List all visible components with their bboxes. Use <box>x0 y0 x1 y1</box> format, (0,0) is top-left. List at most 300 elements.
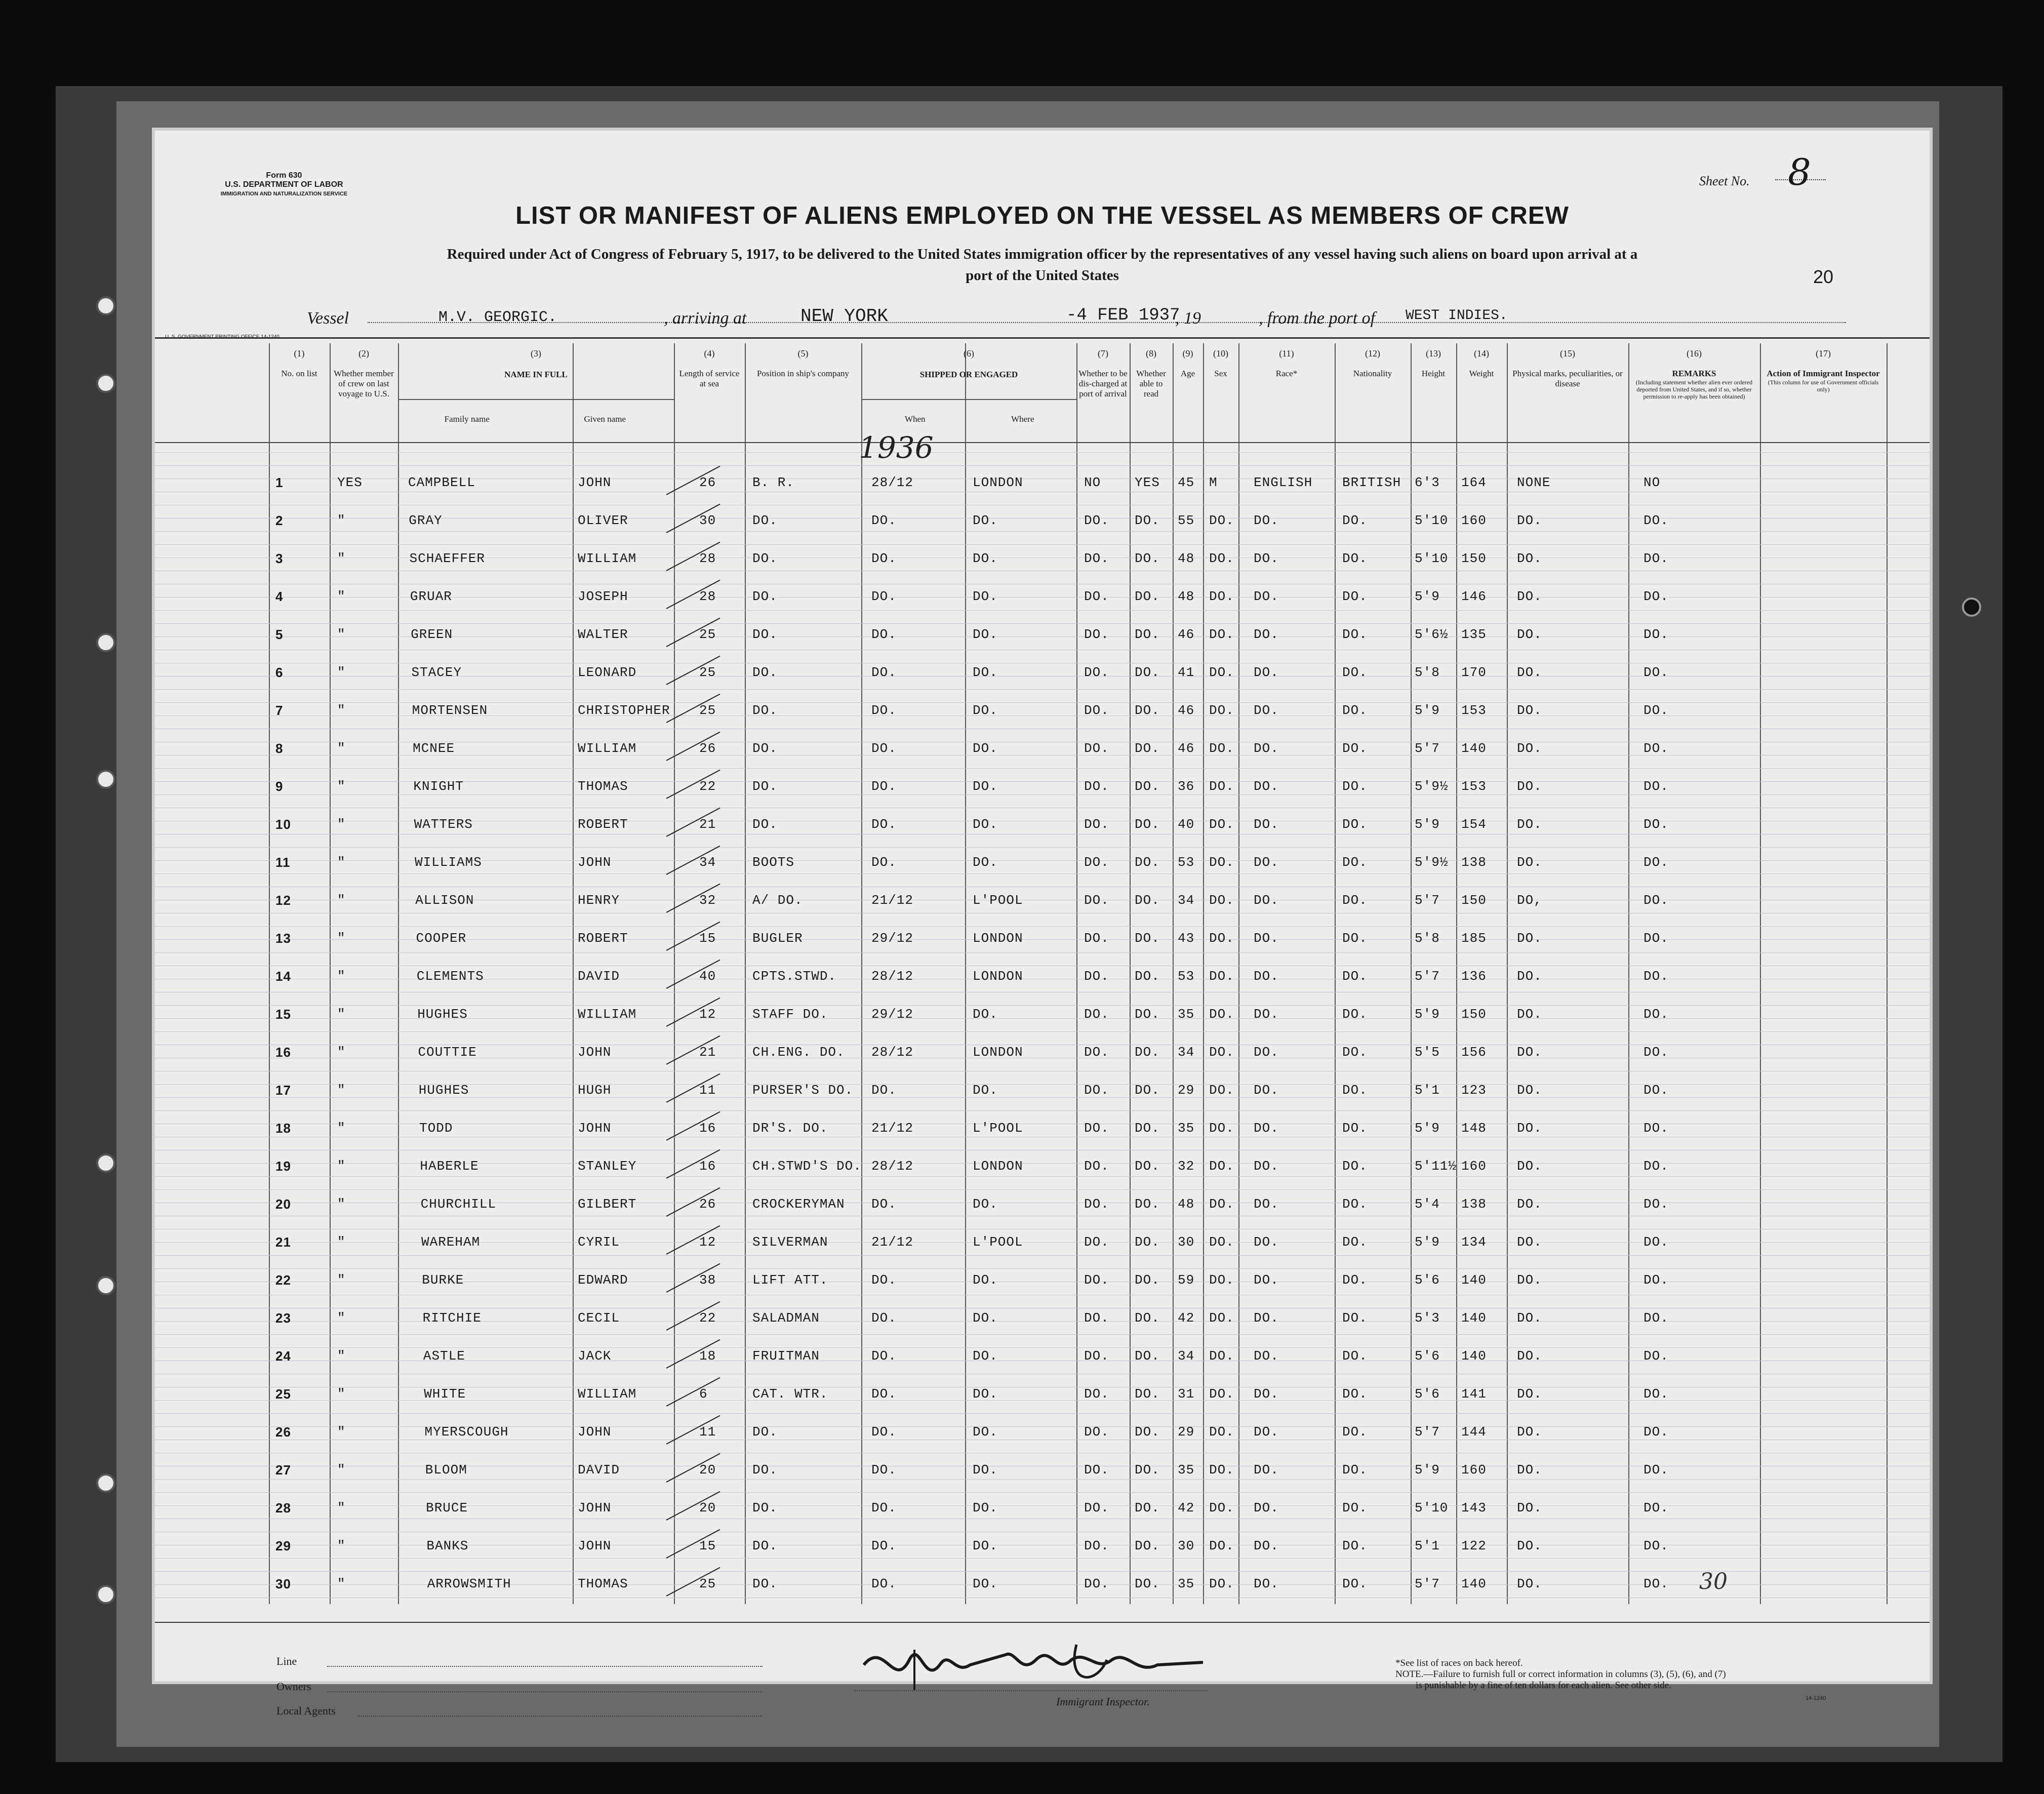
weight: 144 <box>1461 1424 1487 1440</box>
age: 42 <box>1178 1500 1195 1516</box>
row-number: 22 <box>275 1272 291 1288</box>
shipped-where: DO. <box>973 1462 998 1478</box>
binder-hole <box>96 1473 115 1493</box>
shipped-where: LONDON <box>973 931 1023 946</box>
discharged: DO. <box>1084 1234 1109 1250</box>
physical-marks: DO. <box>1517 855 1542 870</box>
sex: DO. <box>1209 513 1234 528</box>
position: CH.STWD'S DO. <box>752 1159 862 1174</box>
binder-hole <box>1962 597 1981 617</box>
crew-last-voyage: " <box>337 1348 346 1364</box>
shipped-when: DO. <box>871 817 897 832</box>
able-to-read: DO. <box>1135 1045 1160 1060</box>
form-code: 14-1240 <box>1806 1695 1826 1701</box>
table-row <box>155 1343 1930 1381</box>
age: 40 <box>1178 817 1195 832</box>
race: DO. <box>1254 1386 1279 1402</box>
position: DO. <box>752 665 778 680</box>
able-to-read: DO. <box>1135 1234 1160 1250</box>
row-number: 30 <box>275 1576 291 1591</box>
sex: DO. <box>1209 1083 1234 1098</box>
nationality: DO. <box>1342 1538 1368 1553</box>
able-to-read: DO. <box>1135 551 1160 566</box>
sex: DO. <box>1209 1386 1234 1402</box>
table-row <box>155 1571 1930 1609</box>
column-subheader: Given name <box>584 414 626 424</box>
sex: DO. <box>1209 1462 1234 1478</box>
handwritten-year: 1936 <box>859 430 934 465</box>
row-number: 11 <box>275 855 291 870</box>
shipped-when: DO. <box>871 1386 897 1402</box>
family-name: MORTENSEN <box>412 703 488 718</box>
sex: DO. <box>1209 627 1234 642</box>
shipped-when: 29/12 <box>871 931 914 946</box>
position: CH.ENG. DO. <box>752 1045 845 1060</box>
position: SALADMAN <box>752 1310 820 1326</box>
shipped-when: DO. <box>871 589 897 604</box>
given-name: CECIL <box>578 1310 620 1326</box>
crew-last-voyage: " <box>337 1083 346 1098</box>
vessel-name: M.V. GEORGIC. <box>438 309 557 326</box>
table-row <box>155 1495 1930 1533</box>
weight: 170 <box>1461 665 1487 680</box>
column-header: REMARKS (Including statement whether alien ever ordered deported from United States, and if so, whether permission to re-apply has been obtained) <box>1635 369 1753 400</box>
shipped-when: DO. <box>871 1462 897 1478</box>
position: A/ DO. <box>752 893 803 908</box>
remarks: DO. <box>1644 1538 1669 1553</box>
nationality: DO. <box>1342 589 1368 604</box>
given-name: JOHN <box>578 1500 612 1516</box>
position: DO. <box>752 627 778 642</box>
nationality: DO. <box>1342 703 1368 718</box>
discharged: NO <box>1084 475 1101 490</box>
height: 5'9 <box>1415 589 1440 604</box>
shipped-where: DO. <box>973 817 998 832</box>
family-name: WAREHAM <box>421 1234 480 1250</box>
race: DO. <box>1254 589 1279 604</box>
race: DO. <box>1254 1424 1279 1440</box>
position: DO. <box>752 1462 778 1478</box>
age: 46 <box>1178 703 1195 718</box>
shipped-when: DO. <box>871 703 897 718</box>
sex: DO. <box>1209 1007 1234 1022</box>
family-name: GRAY <box>409 513 443 528</box>
sex: DO. <box>1209 665 1234 680</box>
given-name: JOHN <box>578 475 612 490</box>
binder-hole <box>96 296 115 315</box>
family-name: CHURCHILL <box>420 1197 497 1212</box>
family-name: STACEY <box>411 665 462 680</box>
height: 5'7 <box>1415 969 1440 984</box>
column-number: (9) <box>1182 348 1193 358</box>
discharged: DO. <box>1084 513 1109 528</box>
remarks: DO. <box>1644 589 1669 604</box>
sex: M <box>1209 475 1218 490</box>
physical-marks: DO. <box>1517 1159 1542 1174</box>
given-name: CHRISTOPHER <box>578 703 670 718</box>
remarks: DO. <box>1644 779 1669 794</box>
weight: 156 <box>1461 1045 1487 1060</box>
nationality: DO. <box>1342 1310 1368 1326</box>
physical-marks: DO. <box>1517 779 1542 794</box>
sex: DO. <box>1209 703 1234 718</box>
given-name: JOHN <box>578 1121 612 1136</box>
sex: DO. <box>1209 1310 1234 1326</box>
family-name: RITCHIE <box>422 1310 482 1326</box>
crew-last-voyage: " <box>337 665 346 680</box>
shipped-when: 21/12 <box>871 1234 914 1250</box>
binder-hole <box>96 1276 115 1295</box>
family-name: MYERSCOUGH <box>424 1424 509 1440</box>
shipped-where: DO. <box>973 1083 998 1098</box>
weight: 153 <box>1461 779 1487 794</box>
remarks: DO. <box>1644 1424 1669 1440</box>
manifest-sheet <box>155 131 1930 1717</box>
age: 29 <box>1178 1083 1195 1098</box>
family-name: COUTTIE <box>418 1045 477 1060</box>
able-to-read: DO. <box>1135 1310 1160 1326</box>
position: CAT. WTR. <box>752 1386 828 1402</box>
shipped-when: DO. <box>871 1576 897 1591</box>
given-name: WILLIAM <box>578 1007 637 1022</box>
crew-last-voyage: " <box>337 703 346 718</box>
nationality: DO. <box>1342 1045 1368 1060</box>
row-number: 13 <box>275 931 291 946</box>
position: BOOTS <box>752 855 795 870</box>
height: 5'9½ <box>1415 855 1449 870</box>
table-row <box>155 584 1930 622</box>
shipped-when: DO. <box>871 855 897 870</box>
shipped-where: L'POOL <box>973 1234 1023 1250</box>
length-of-service: 40 <box>699 969 716 984</box>
discharged: DO. <box>1084 741 1109 756</box>
able-to-read: DO. <box>1135 969 1160 984</box>
shipped-where: DO. <box>973 1500 998 1516</box>
race: ENGLISH <box>1254 475 1313 490</box>
weight: 138 <box>1461 855 1487 870</box>
given-name: JOHN <box>578 1538 612 1553</box>
remarks: DO. <box>1644 1348 1669 1364</box>
race: DO. <box>1254 1462 1279 1478</box>
column-number: (13) <box>1426 348 1441 358</box>
physical-marks: DO. <box>1517 513 1542 528</box>
crew-last-voyage: " <box>337 1121 346 1136</box>
nationality: DO. <box>1342 1576 1368 1591</box>
height: 5'10 <box>1415 551 1449 566</box>
able-to-read: DO. <box>1135 1007 1160 1022</box>
crew-last-voyage: " <box>337 1007 346 1022</box>
height: 5'7 <box>1415 893 1440 908</box>
length-of-service: 16 <box>699 1159 716 1174</box>
crew-last-voyage: " <box>337 741 346 756</box>
given-name: STANLEY <box>578 1159 637 1174</box>
position: DR'S. DO. <box>752 1121 828 1136</box>
given-name: THOMAS <box>578 1576 628 1591</box>
vessel-label: Vessel <box>307 309 349 328</box>
table-row <box>155 1191 1930 1229</box>
shipped-where: DO. <box>973 1424 998 1440</box>
shipped-when: 21/12 <box>871 893 914 908</box>
column-number: (7) <box>1098 348 1108 358</box>
crew-last-voyage: " <box>337 893 346 908</box>
nationality: DO. <box>1342 855 1368 870</box>
row-number: 14 <box>275 969 291 984</box>
race: DO. <box>1254 1159 1279 1174</box>
length-of-service: 26 <box>699 475 716 490</box>
remarks: DO. <box>1644 1007 1669 1022</box>
column-number: (5) <box>797 348 809 358</box>
able-to-read: DO. <box>1135 817 1160 832</box>
row-number: 8 <box>275 741 284 756</box>
row-number: 2 <box>275 513 284 528</box>
remarks: DO. <box>1644 1310 1669 1326</box>
weight: 150 <box>1461 551 1487 566</box>
discharged: DO. <box>1084 1272 1109 1288</box>
inspector-signature <box>854 1629 1218 1705</box>
nationality: DO. <box>1342 665 1368 680</box>
sex: DO. <box>1209 1159 1234 1174</box>
age: 48 <box>1178 551 1195 566</box>
length-of-service: 25 <box>699 1576 716 1591</box>
sex: DO. <box>1209 1500 1234 1516</box>
sex: DO. <box>1209 1348 1234 1364</box>
shipped-when: DO. <box>871 551 897 566</box>
shipped-when: DO. <box>871 779 897 794</box>
given-name: ROBERT <box>578 817 628 832</box>
age: 29 <box>1178 1424 1195 1440</box>
length-of-service: 34 <box>699 855 716 870</box>
race: DO. <box>1254 513 1279 528</box>
shipped-when: 28/12 <box>871 1159 914 1174</box>
row-number: 29 <box>275 1538 291 1553</box>
physical-marks: DO. <box>1517 1462 1542 1478</box>
weight: 150 <box>1461 893 1487 908</box>
row-number: 25 <box>275 1386 291 1402</box>
owners-label: Owners <box>276 1680 311 1693</box>
age: 55 <box>1178 513 1195 528</box>
remarks: DO. <box>1644 665 1669 680</box>
position: STAFF DO. <box>752 1007 828 1022</box>
remarks: DO. <box>1644 855 1669 870</box>
able-to-read: DO. <box>1135 1424 1160 1440</box>
arrival-port: NEW YORK <box>800 306 888 327</box>
inspector-label: Immigrant Inspector. <box>1056 1695 1150 1708</box>
length-of-service: 11 <box>699 1424 716 1440</box>
weight: 135 <box>1461 627 1487 642</box>
discharged: DO. <box>1084 1007 1109 1022</box>
sex: DO. <box>1209 931 1234 946</box>
crew-last-voyage: " <box>337 1045 346 1060</box>
crew-last-voyage: " <box>337 1424 346 1440</box>
shipped-when: DO. <box>871 741 897 756</box>
able-to-read: DO. <box>1135 665 1160 680</box>
table-row <box>155 1267 1930 1305</box>
age: 53 <box>1178 855 1195 870</box>
table-row <box>155 774 1930 812</box>
shipped-where: DO. <box>973 551 998 566</box>
nationality: DO. <box>1342 969 1368 984</box>
column-number: (17) <box>1816 348 1831 358</box>
able-to-read: YES <box>1135 475 1160 490</box>
family-name: CAMPBELL <box>408 475 475 490</box>
position: LIFT ATT. <box>752 1272 828 1288</box>
age: 34 <box>1178 1045 1195 1060</box>
age: 48 <box>1178 589 1195 604</box>
table-row <box>155 850 1930 888</box>
discharged: DO. <box>1084 1348 1109 1364</box>
length-of-service: 32 <box>699 893 716 908</box>
crew-last-voyage: " <box>337 969 346 984</box>
binder-hole <box>96 633 115 652</box>
sex: DO. <box>1209 855 1234 870</box>
race: DO. <box>1254 665 1279 680</box>
shipped-when: 21/12 <box>871 1121 914 1136</box>
family-name: WHITE <box>424 1386 466 1402</box>
height: 5'9½ <box>1415 779 1449 794</box>
crew-last-voyage: " <box>337 779 346 794</box>
able-to-read: DO. <box>1135 1083 1160 1098</box>
family-name: ARROWSMITH <box>427 1576 511 1591</box>
year-label: , 19 <box>1175 309 1201 328</box>
remarks: DO. <box>1644 1500 1669 1516</box>
sex: DO. <box>1209 893 1234 908</box>
family-name: KNIGHT <box>413 779 464 794</box>
weight: 140 <box>1461 741 1487 756</box>
column-number: (11) <box>1279 348 1294 358</box>
shipped-where: DO. <box>973 1538 998 1553</box>
position: FRUITMAN <box>752 1348 820 1364</box>
race: DO. <box>1254 1310 1279 1326</box>
weight: 140 <box>1461 1348 1487 1364</box>
races-note: *See list of races on back hereof. <box>1395 1658 1523 1668</box>
age: 34 <box>1178 1348 1195 1364</box>
physical-marks: DO. <box>1517 1083 1542 1098</box>
table-row <box>155 698 1930 736</box>
nationality: DO. <box>1342 627 1368 642</box>
weight: 160 <box>1461 1462 1487 1478</box>
column-number: (4) <box>704 348 715 358</box>
length-of-service: 30 <box>699 513 716 528</box>
race: DO. <box>1254 1538 1279 1553</box>
family-name: ALLISON <box>415 893 474 908</box>
race: DO. <box>1254 969 1279 984</box>
nationality: DO. <box>1342 779 1368 794</box>
nationality: DO. <box>1342 1159 1368 1174</box>
remarks: DO. <box>1644 817 1669 832</box>
discharged: DO. <box>1084 627 1109 642</box>
remarks: DO. <box>1644 1234 1669 1250</box>
column-number: (15) <box>1560 348 1575 358</box>
row-number: 27 <box>275 1462 291 1478</box>
form-header <box>216 171 352 198</box>
sex: DO. <box>1209 1045 1234 1060</box>
race: DO. <box>1254 1197 1279 1212</box>
discharged: DO. <box>1084 1500 1109 1516</box>
row-number: 18 <box>275 1121 291 1136</box>
shipped-when: DO. <box>871 1348 897 1364</box>
weight: 160 <box>1461 513 1487 528</box>
discharged: DO. <box>1084 703 1109 718</box>
family-name: HUGHES <box>417 1007 468 1022</box>
age: 30 <box>1178 1234 1195 1250</box>
given-name: OLIVER <box>578 513 628 528</box>
length-of-service: 26 <box>699 1197 716 1212</box>
given-name: JOHN <box>578 855 612 870</box>
weight: 136 <box>1461 969 1487 984</box>
column-header: NAME IN FULL <box>504 370 568 379</box>
able-to-read: DO. <box>1135 1500 1160 1516</box>
age: 35 <box>1178 1462 1195 1478</box>
race: DO. <box>1254 741 1279 756</box>
nationality: DO. <box>1342 1386 1368 1402</box>
able-to-read: DO. <box>1135 855 1160 870</box>
shipped-where: DO. <box>973 513 998 528</box>
physical-marks: DO. <box>1517 1234 1542 1250</box>
age: 36 <box>1178 779 1195 794</box>
age: 46 <box>1178 627 1195 642</box>
discharged: DO. <box>1084 1462 1109 1478</box>
age: 34 <box>1178 893 1195 908</box>
table-row <box>155 508 1930 546</box>
crew-last-voyage: " <box>337 1197 346 1212</box>
length-of-service: 15 <box>699 931 716 946</box>
height: 5'3 <box>1415 1310 1440 1326</box>
given-name: HENRY <box>578 893 620 908</box>
discharged: DO. <box>1084 1386 1109 1402</box>
age: 59 <box>1178 1272 1195 1288</box>
shipped-where: LONDON <box>973 1045 1023 1060</box>
discharged: DO. <box>1084 1576 1109 1591</box>
height: 5'1 <box>1415 1538 1440 1553</box>
position: PURSER'S DO. <box>752 1083 854 1098</box>
able-to-read: DO. <box>1135 1538 1160 1553</box>
able-to-read: DO. <box>1135 1121 1160 1136</box>
column-header: No. on list <box>281 369 317 378</box>
row-number: 12 <box>275 893 291 908</box>
given-name: DAVID <box>578 1462 620 1478</box>
position: DO. <box>752 817 778 832</box>
nationality: DO. <box>1342 741 1368 756</box>
table-row <box>155 1078 1930 1115</box>
crew-last-voyage: " <box>337 1310 346 1326</box>
family-name: GREEN <box>411 627 453 642</box>
remarks: DO. <box>1644 703 1669 718</box>
length-of-service: 22 <box>699 779 716 794</box>
row-number: 7 <box>275 703 284 718</box>
nationality: DO. <box>1342 1197 1368 1212</box>
physical-marks: DO. <box>1517 589 1542 604</box>
length-of-service: 21 <box>699 1045 716 1060</box>
remarks: DO. <box>1644 551 1669 566</box>
nationality: DO. <box>1342 1348 1368 1364</box>
column-subheader: When <box>904 414 926 424</box>
table-row <box>155 888 1930 926</box>
age: 35 <box>1178 1576 1195 1591</box>
race: DO. <box>1254 1234 1279 1250</box>
race: DO. <box>1254 551 1279 566</box>
family-name: BURKE <box>422 1272 464 1288</box>
length-of-service: 15 <box>699 1538 716 1553</box>
column-header: Height <box>1421 369 1446 378</box>
physical-marks: DO. <box>1517 969 1542 984</box>
column-header: Whether member of crew on last voyage to U.S. <box>334 369 394 398</box>
shipped-when: 28/12 <box>871 1045 914 1060</box>
column-header: Sex <box>1214 369 1227 378</box>
physical-marks: DO. <box>1517 1045 1542 1060</box>
crew-last-voyage: " <box>337 1576 346 1591</box>
binder-hole <box>96 1585 115 1604</box>
age: 45 <box>1178 475 1195 490</box>
